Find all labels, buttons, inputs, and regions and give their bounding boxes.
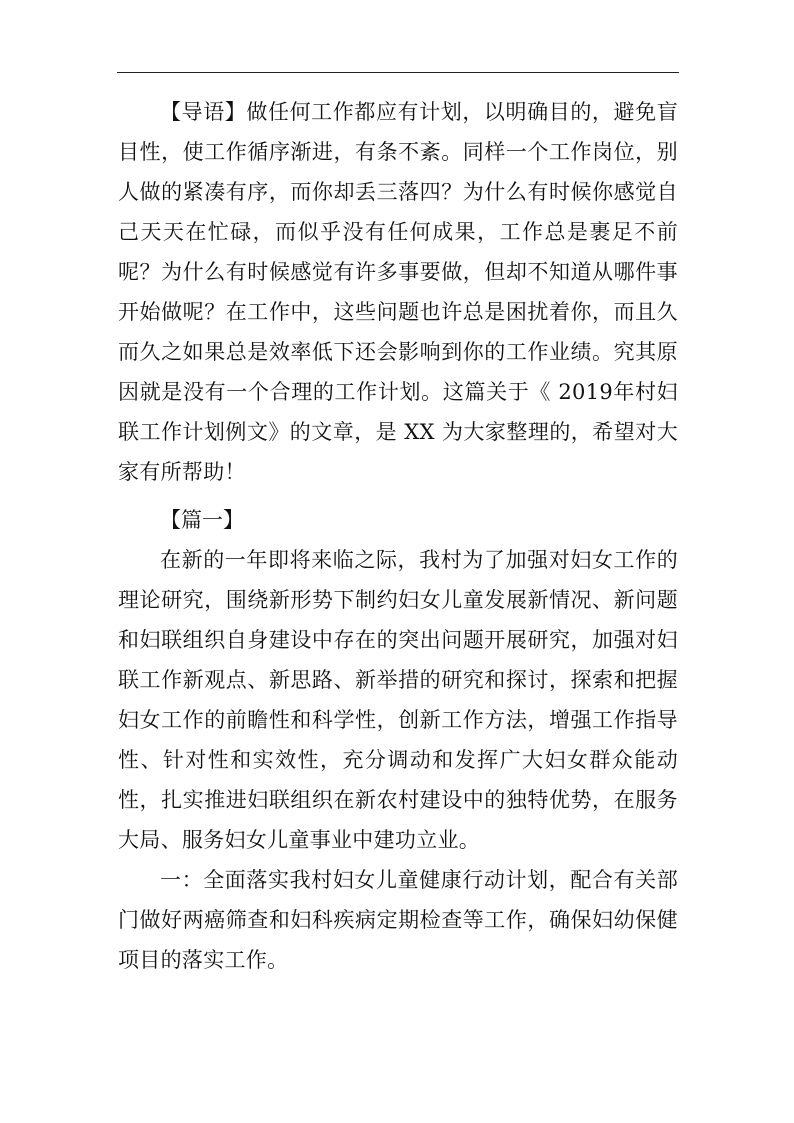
header-rule <box>117 72 679 73</box>
document-body <box>118 92 678 980</box>
intro-paragraph: 【导语】做任何工作都应有计划，以明确目的，避免盲目性，使工作循序渐进，有条不紊。同样一个工作岗位，别人做的紧凑有序，而你却丢三落四？为什么有时候你感觉自己天天在忙碌，而似乎没有任何成果，工作总是裹足不前呢？为什么有时候感觉有许多事要做，但却不知道从哪件事开始做呢？在工作中，这些问题也许总是困扰着你，而且久而久之如果总是效率低下还会影响到你的工作业绩。究其原因就是没有一个合理的工作计划。这篇关于《 2019年村妇联工作计划例文》的文章，是 XX 为大家整理的，希望对大家有所帮助！ <box>118 100 678 484</box>
body-paragraph-2: 一：全面落实我村妇女儿童健康行动计划，配合有关部门做好两癌筛查和妇科疾病定期检查等工作，确保妇幼保健项目的落实工作。 <box>118 868 678 972</box>
body-paragraph-1: 在新的一年即将来临之际，我村为了加强对妇女工作的理论研究，围绕新形势下制约妇女儿童发展新情况、新问题和妇联组织自身建设中存在的突出问题开展研究，加强对妇联工作新观点、新思路、新举措的研究和探讨，探索和把握妇女工作的前瞻性和科学性，创新工作方法，增强工作指导性、针对性和实效性，充分调动和发挥广大妇女群众能动性，扎实推进妇联组织在新农村建设中的独特优势，在服务大局、服务妇女儿童事业中建功立业。 <box>118 548 678 852</box>
section-title: 【篇一】 <box>160 508 244 532</box>
